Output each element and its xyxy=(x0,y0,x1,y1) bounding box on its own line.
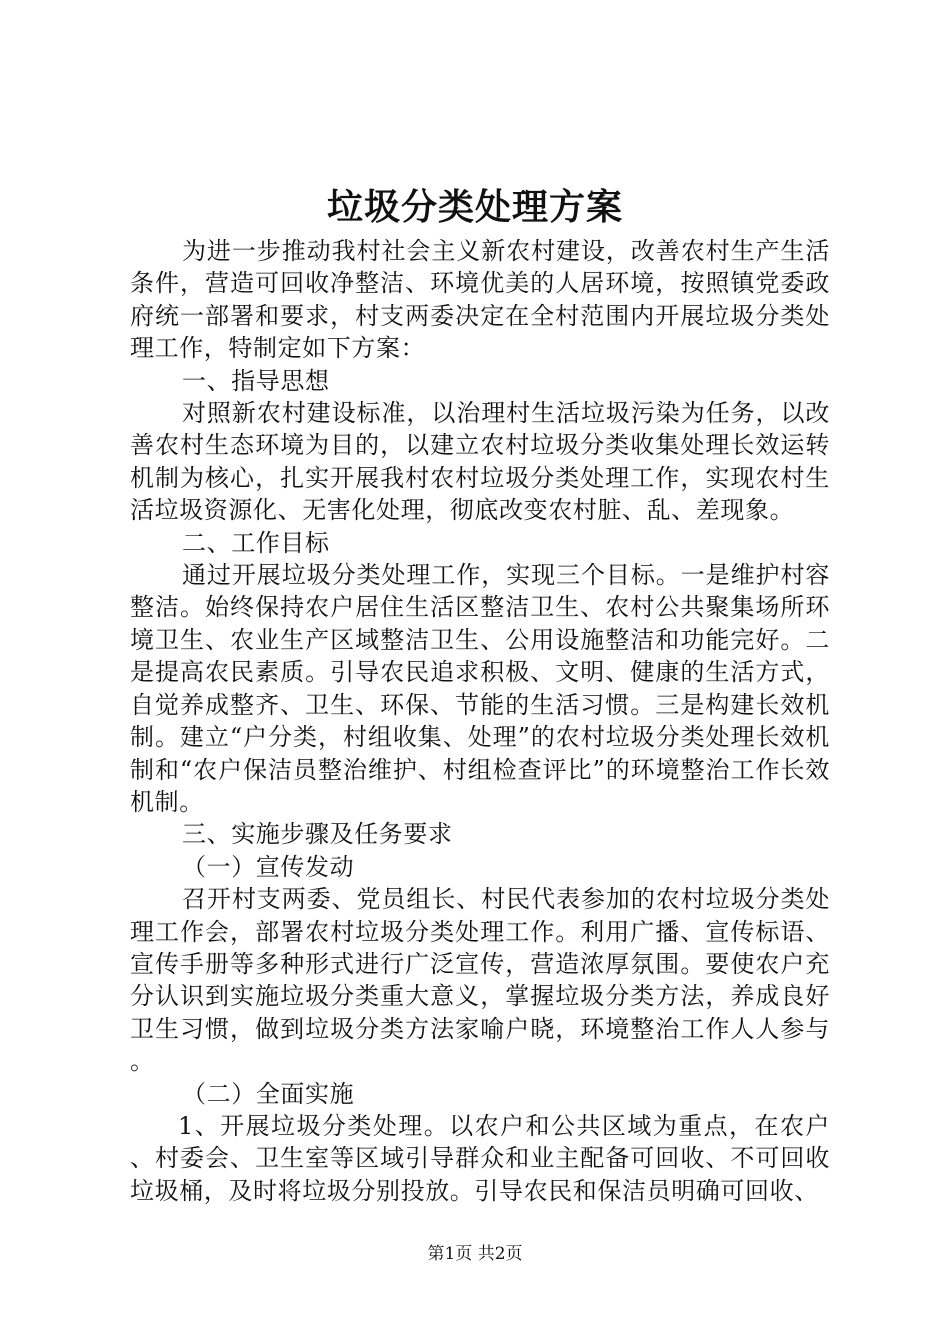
section-heading-guiding-ideology: 一、指导思想 xyxy=(182,366,330,395)
subsection-heading-publicity: （一）宣传发动 xyxy=(182,852,355,881)
paragraph-publicity: 召开村支两委、党员组长、村民代表参加的农村垃圾分类处理工作会，部署农村垃圾分类处理工作。利用广播、宣传标语、宣传手册等多种形式进行广泛宣传，营造浓厚氛围。要使农户充分认识到实施垃圾分类重大意义，掌握垃圾分类方法，养成良好卫生习惯，做到垃圾分类方法家喻户晓，环境整治工作人人参与。 xyxy=(130,885,830,1076)
subsection-heading-full-implementation: （二）全面实施 xyxy=(182,1079,355,1108)
paragraph-sorting-processing: 1、开展垃圾分类处理。以农户和公共区域为重点，在农户、村委会、卫生室等区域引导群众和业主配备可回收、不可回收垃圾桶，及时将垃圾分别投放。引导农民和保洁员明确可回收、 xyxy=(130,1111,830,1205)
paragraph-guiding-ideology: 对照新农村建设标准，以治理村生活垃圾污染为任务，以改善农村生态环境为目的，以建立农村垃圾分类收集处理长效运转机制为核心，扎实开展我村农村垃圾分类处理工作，实现农村生活垃圾资源化、无害化处理，彻底改变农村脏、乱、差现象。 xyxy=(130,399,830,525)
page-footer: 第1页 共2页 xyxy=(427,1244,523,1264)
paragraph-work-goals: 通过开展垃圾分类处理工作，实现三个目标。一是维护村容整洁。始终保持农户居住生活区整洁卫生、农村公共聚集场所环境卫生、农业生产区域整洁卫生、公用设施整洁和功能完好。二是提高农民素质。引导农民追求积极、文明、健康的生活方式，自觉养成整齐、卫生、环保、节能的生活习惯。三是构建长效机制。建立“户分类，村组收集、处理”的农村垃圾分类处理长效机制和“农户保洁员整治维护、村组检查评比”的环境整治工作长效机制。 xyxy=(130,561,830,816)
section-heading-implementation: 三、实施步骤及任务要求 xyxy=(182,820,453,849)
section-heading-work-goals: 二、工作目标 xyxy=(182,528,330,557)
document-title: 垃圾分类处理方案 xyxy=(326,186,623,228)
document-body xyxy=(130,235,830,1207)
paragraph-intro: 为进一步推动我村社会主义新农村建设，改善农村生产生活条件，营造可回收净整洁、环境优美的人居环境，按照镇党委政府统一部署和要求，村支两委决定在全村范围内开展垃圾分类处理工作，特制定如下方案： xyxy=(130,237,830,363)
